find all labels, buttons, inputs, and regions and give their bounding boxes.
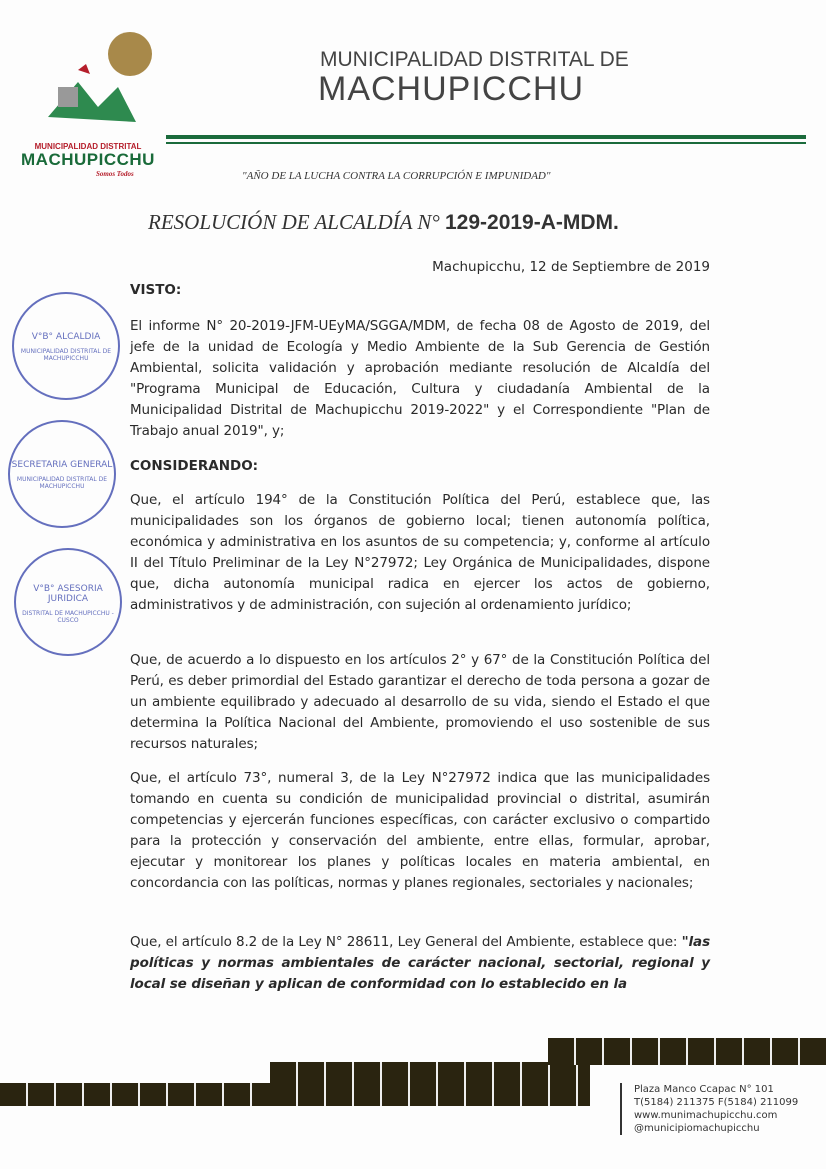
header-divider: [166, 135, 806, 139]
paragraph: Que, de acuerdo a lo dispuesto en los artículos 2° y 67° de la Constitución Política del Perú, es deber primordial del Estado garantizar el derecho de toda persona a gozar de un ambiente equilibrado y adecuado al desarrollo de su vida, siendo el Estado el que determina la Política Nacional del Ambiente, promoviendo el uso sostenible de sus recursos naturales;: [130, 652, 710, 752]
paragraph: Que, el artículo 194° de la Constitución Política del Perú, establece que, las municipalidades son los órganos de gobierno local; tienen autonomía política, económica y administrativa en los asuntos de su competencia; y, conforme al artículo II del Título Preliminar de la Ley N°27972; Ley Orgánica de Municipalidades, dispone que, dicha autonomía municipal radica en ejercer los actos de gobierno, administrativos y de administración, con sujeción al ordenamiento jurídico;: [130, 492, 710, 613]
resolution-number: 129-2019-A-MDM.: [444, 211, 619, 234]
resolution-title: [148, 210, 619, 235]
stamp-center: V°B° ASESORIA JURIDICA: [33, 584, 103, 604]
footer-address: Plaza Manco Ccapac N° 101: [634, 1084, 774, 1095]
visto-text: El informe N° 20-2019-JFM-UEyMA/SGGA/MDM, de fecha 08 de Agosto de 2019, del jefe de la unidad de Ecología y Medio Ambiente de la Sub Gerencia de Gestión Ambiental, solicita validación y aprobación mediante resolución de Alcaldía del "Programa Municipal de Educación, Cultura y ciudadanía Ambiental de la Municipalidad Distrital de Machupicchu 2019-2022" y el Correspondiente "Plan de Trabajo anual 2019", y;: [130, 318, 710, 439]
date-line: Machupicchu, 12 de Septiembre de 2019: [432, 259, 710, 275]
logo-text-main: MACHUPICCHU: [21, 150, 155, 169]
footer-phone: T(5184) 211375 F(5184) 211099: [634, 1097, 799, 1108]
stone-wall-band: [548, 1038, 826, 1065]
logo-text-top: MUNICIPALIDAD DISTRITAL: [34, 142, 142, 151]
stamp-ring: MUNICIPALIDAD DISTRITAL DE MACHUPICCHU: [16, 476, 108, 490]
paragraph-quote: "las políticas y normas ambientales de carácter nacional, sectorial, regional y local se diseñan y aplican de conformidad con lo establecido en la: [130, 934, 710, 992]
visto-heading: VISTO:: [130, 282, 182, 298]
org-name-line2: MACHUPICCHU: [318, 70, 584, 108]
paragraph: Que, el artículo 73°, numeral 3, de la Ley N°27972 indica que las municipalidades tomando en cuenta su condición de municipalidad provincial o distrital, asumirán competencias y ejercerán funciones específicas, con carácter exclusivo o compartido para la protección y conservación del ambiente, entre ellas, formular, aprobar, ejecutar y monitorear los planes y políticas locales en materia ambiental, en concordancia con las políticas, normas y planes regionales, sectoriales y nacionales;: [130, 770, 710, 891]
stamp-center: V°B° ALCALDIA: [31, 332, 101, 342]
year-slogan: "AÑO DE LA LUCHA CONTRA LA CORRUPCIÓN E IMPUNIDAD": [242, 170, 551, 182]
stamp-ring: DISTRITAL DE MACHUPICCHU - CUSCO: [22, 610, 114, 624]
footer-website: www.munimachupicchu.com: [634, 1110, 778, 1121]
stone-wall-band: [0, 1083, 312, 1106]
stamp-alcaldia: [12, 292, 120, 400]
paragraph-intro: Que, el artículo 8.2 de la Ley N° 28611, Ley General del Ambiente, establece que:: [130, 934, 682, 950]
stamp-center: SECRETARIA GENERAL: [11, 460, 113, 470]
title-prefix: RESOLUCIÓN DE ALCALDÍA N°: [148, 210, 440, 234]
stamp-secretaria: [8, 420, 116, 528]
logo-tagline: Somos Todos: [96, 170, 134, 178]
stamp-ring: MUNICIPALIDAD DISTRITAL DE MACHUPICCHU: [20, 348, 112, 362]
footer-contact: [620, 1083, 798, 1135]
stone-wall-band: [270, 1062, 590, 1106]
paragraph: [130, 932, 710, 995]
stamp-asesoria: [14, 548, 122, 656]
footer-social: @municipiomachupicchu: [634, 1123, 760, 1134]
header-divider-thin: [166, 142, 806, 144]
considerando-heading: CONSIDERANDO:: [130, 458, 259, 474]
org-name-line1: MUNICIPALIDAD DISTRITAL DE: [320, 48, 629, 71]
